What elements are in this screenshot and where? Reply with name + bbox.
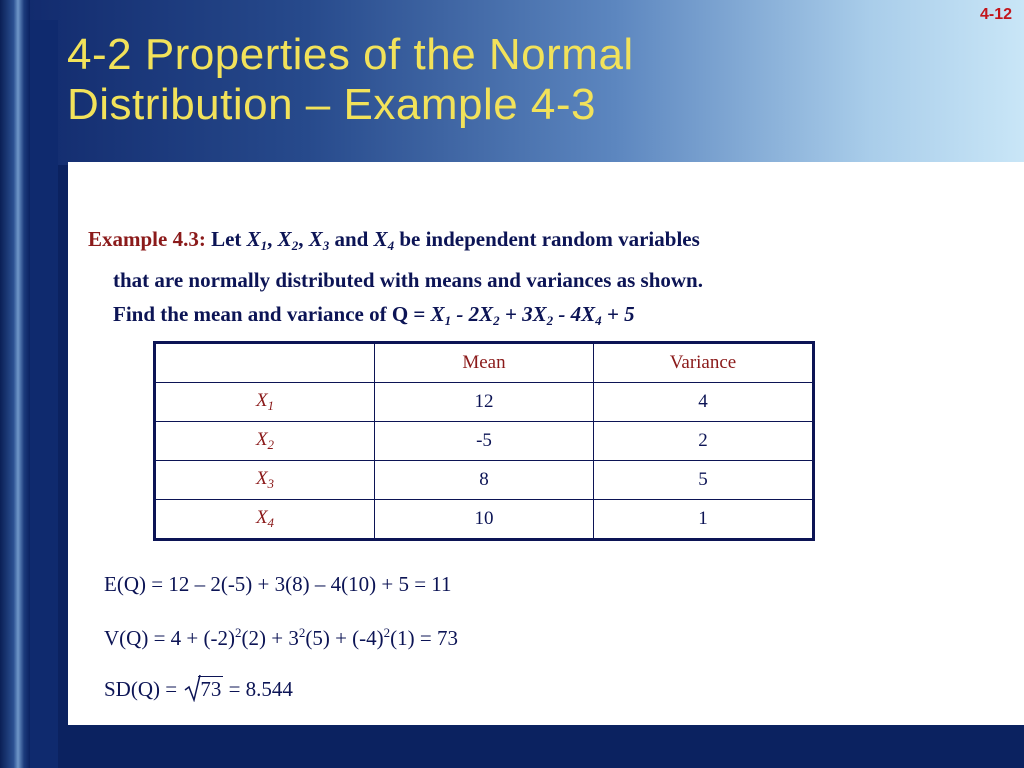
example-text <box>88 222 968 338</box>
content-panel <box>68 162 1024 725</box>
example-line-2: that are normally distributed with means and variances as shown. <box>113 268 703 292</box>
table-row <box>155 383 814 422</box>
var-x4: $X_4$ <box>373 227 395 253</box>
header-cell-mean: Mean <box>375 343 594 383</box>
square-root <box>184 676 223 702</box>
variance-equation: $V(Q) = 4 + (-2)^2(2) + 3^2(5) + (-4)^2(1) = 73$ <box>104 625 458 650</box>
header-cell-variance: Variance <box>594 343 814 383</box>
var-x2: $X_2$ <box>277 227 299 253</box>
variance-cell: 4 <box>594 383 814 422</box>
sd-result: = 8.544 <box>228 677 293 701</box>
q-expression: $X_1 - 2X_2 + 3X_2 - 4X_4 + 5$ <box>430 302 635 328</box>
variance-cell: 2 <box>594 422 814 461</box>
bottom-strip <box>68 725 1024 768</box>
title-line-2: Distribution – Example 4-3 <box>67 80 597 129</box>
slide-number: 4-12 <box>979 6 1012 23</box>
variable-cell: $X_1$ <box>155 383 375 422</box>
line1-tail: be independent random variables <box>399 227 700 251</box>
variable-cell: $X_4$ <box>155 500 375 540</box>
variable-cell: $X_2$ <box>155 422 375 461</box>
let-word: Let <box>211 227 242 251</box>
radical-sign-icon <box>184 674 202 702</box>
example-line-1: Example 4.3: Let $X_1$, $X_2$, $X_3$ and $X_4$ be independent random variables <box>88 227 700 253</box>
table-row <box>155 422 814 461</box>
sd-radicand: 73 <box>200 677 222 701</box>
example-label: Example 4.3: <box>88 227 206 251</box>
title-line-1: 4-2 Properties of the Normal <box>67 30 634 79</box>
left-decorative-bar <box>0 0 30 768</box>
table-row <box>155 461 814 500</box>
and-word: and <box>334 227 369 251</box>
variance-cell: 1 <box>594 500 814 540</box>
mean-cell: 8 <box>375 461 594 500</box>
table-header-row <box>155 343 814 383</box>
table-row <box>155 500 814 540</box>
mean-cell: -5 <box>375 422 594 461</box>
left-decorative-bar-inner <box>30 20 58 768</box>
variance-cell: 5 <box>594 461 814 500</box>
mean-cell: 10 <box>375 500 594 540</box>
var-x3: $X_3$ <box>308 227 330 253</box>
standard-deviation-equation <box>104 676 293 702</box>
mean-variance-table <box>153 341 815 541</box>
header-cell-empty <box>155 343 375 383</box>
mean-cell: 12 <box>375 383 594 422</box>
sd-label: SD(Q) = <box>104 677 178 701</box>
example-line-3 <box>88 297 968 338</box>
variable-cell: $X_3$ <box>155 461 375 500</box>
expected-value-equation: E(Q) = 12 – 2(-5) + 3(8) – 4(10) + 5 = 11 <box>104 572 452 596</box>
slide-title <box>67 30 967 130</box>
line3-head: Find the mean and variance of Q = <box>113 302 426 326</box>
var-x1: $X_1$ <box>246 227 268 253</box>
